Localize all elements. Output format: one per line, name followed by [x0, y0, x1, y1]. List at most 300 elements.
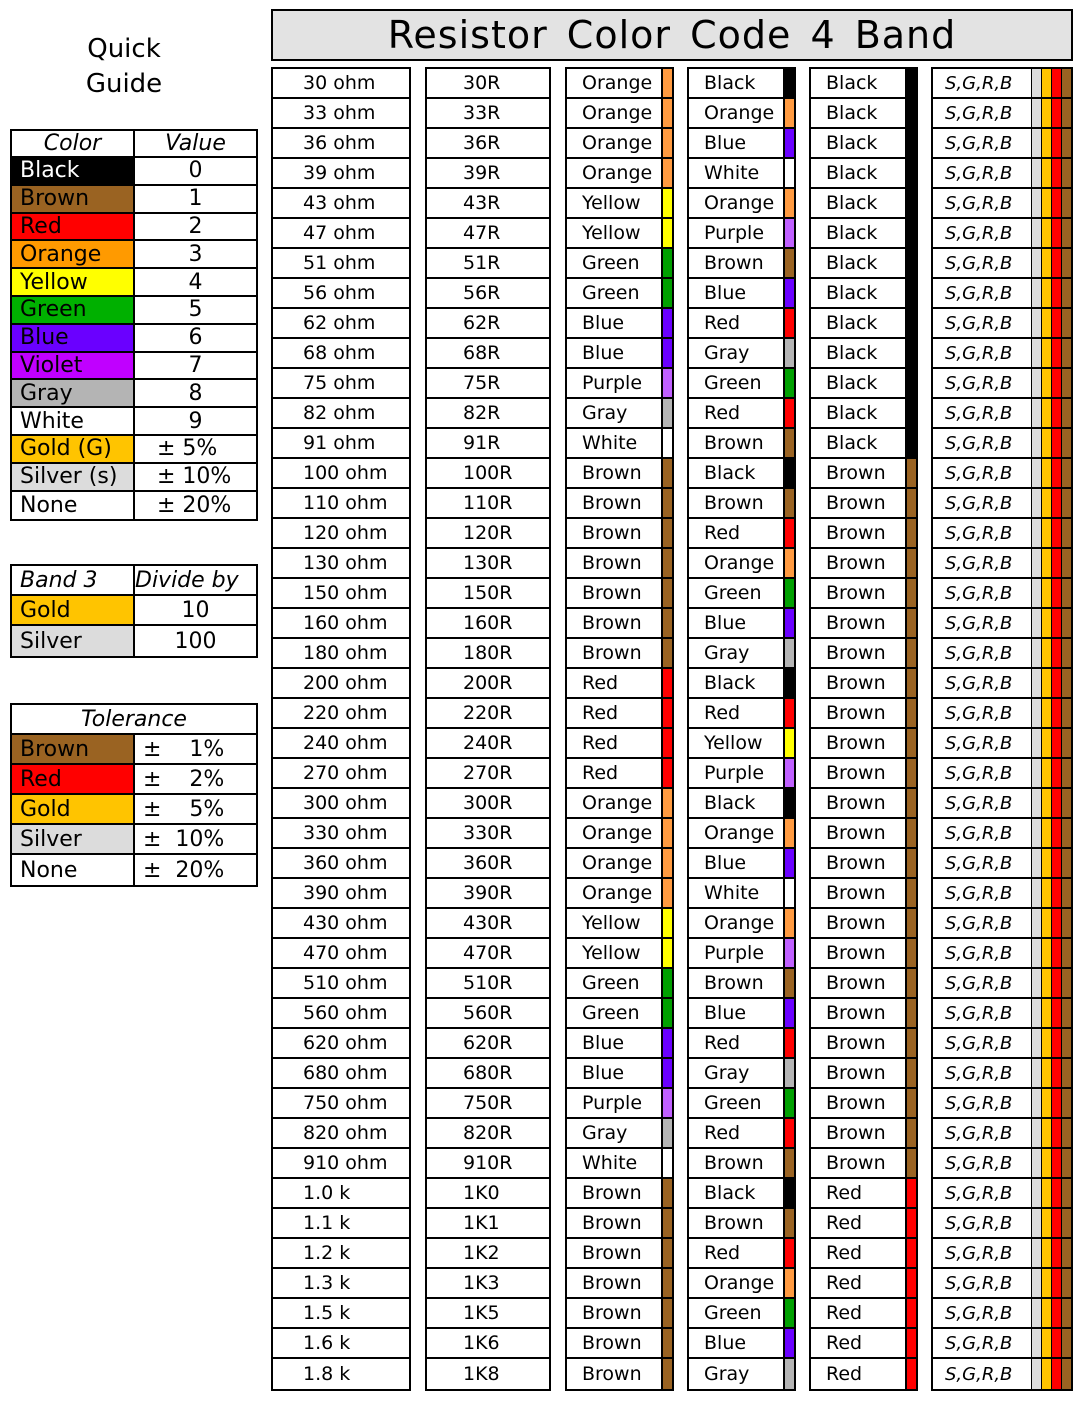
tolerance-stripe [1031, 939, 1041, 967]
resistance-cell [273, 1059, 409, 1089]
band2-color-name: Blue [704, 282, 747, 304]
resistor-code: 430R [463, 912, 513, 934]
band2-swatch [783, 489, 794, 517]
resistance-value: 1.3 k [303, 1272, 351, 1294]
band3-color-name: Brown [826, 732, 886, 754]
band1-swatch [661, 669, 672, 697]
tolerance-stripe [1051, 789, 1061, 817]
tolerance-stripe [1041, 459, 1051, 487]
tolerance-stripe [1051, 459, 1061, 487]
tolerance-options-cell [933, 489, 1071, 519]
band1-color-name: Orange [582, 822, 653, 844]
tolerance-stripe [1061, 189, 1071, 217]
band2-cell [689, 99, 794, 129]
band1-cell [567, 1179, 672, 1209]
tolerance-stripe [1061, 999, 1071, 1027]
resistance-cell [273, 969, 409, 999]
band1-cell [567, 189, 672, 219]
tolerance-stripe [1031, 1269, 1041, 1297]
resistance-value: 150 ohm [303, 582, 388, 604]
band2-color-name: Brown [704, 432, 764, 454]
tolerance-stripe [1041, 1149, 1051, 1177]
band2-column [687, 67, 796, 1391]
resistor-code: 510R [463, 972, 513, 994]
resistance-cell [273, 399, 409, 429]
color-value-cell: ± 5% [157, 436, 218, 462]
tolerance-stripe [1041, 369, 1051, 397]
tolerance-stripe [1041, 1059, 1051, 1087]
tolerance-stripe [1041, 729, 1051, 757]
tolerance-stripe [1041, 309, 1051, 337]
band3-color-name: Black [826, 432, 878, 454]
tolerance-stripe [1041, 339, 1051, 367]
resistance-value: 560 ohm [303, 1002, 388, 1024]
band1-color-name: Brown [582, 1212, 642, 1234]
band3-swatch [905, 69, 916, 97]
code-cell [427, 699, 549, 729]
band1-color-name: Orange [582, 882, 653, 904]
band1-cell [567, 999, 672, 1029]
tolerance-stripe [1051, 69, 1061, 97]
resistor-code: 1K6 [463, 1332, 500, 1354]
band3-color-name: Brown [826, 762, 886, 784]
band1-cell [567, 1239, 672, 1269]
band3-cell [811, 1299, 916, 1329]
value-header: Value [165, 131, 226, 156]
resistance-value: 1.0 k [303, 1182, 351, 1204]
resistor-code: 200R [463, 672, 513, 694]
resistor-code: 30R [463, 72, 501, 94]
band1-color-name: Brown [582, 1363, 642, 1385]
band2-color-name: Orange [704, 912, 775, 934]
band3-swatch [905, 129, 916, 157]
tolerance-options-label: S,G,R,B [945, 432, 1013, 454]
color-value-cell: 4 [188, 269, 203, 295]
tolerance-options-cell [933, 1119, 1071, 1149]
band3-cell [811, 399, 916, 429]
band2-swatch [783, 969, 794, 997]
divide-row [12, 626, 256, 656]
resistor-code: 82R [463, 402, 501, 424]
band3-color-name: Brown [826, 882, 886, 904]
tolerance-options-cell [933, 459, 1071, 489]
tolerance-row [12, 795, 256, 825]
tolerance-stripe [1031, 759, 1041, 787]
tolerance-color-cell: None [12, 855, 135, 885]
tolerance-stripe [1051, 759, 1061, 787]
resistance-cell [273, 699, 409, 729]
band1-swatch [661, 99, 672, 127]
tolerance-row [12, 765, 256, 795]
band3-color-name: Brown [826, 552, 886, 574]
code-cell [427, 999, 549, 1029]
resistance-cell [273, 1119, 409, 1149]
band3-cell [811, 489, 916, 519]
band1-swatch [661, 309, 672, 337]
band2-color-name: Orange [704, 552, 775, 574]
band2-cell [689, 189, 794, 219]
band3-swatch [905, 1149, 916, 1177]
band1-color-name: Yellow [582, 942, 641, 964]
band3-cell [811, 879, 916, 909]
color-value-cell: ± 20% [157, 492, 232, 518]
resistance-value: 91 ohm [303, 432, 376, 454]
resistance-cell [273, 999, 409, 1029]
divide-header [12, 566, 256, 596]
band3-swatch [905, 879, 916, 907]
band1-color-name: Gray [582, 402, 628, 424]
band2-swatch [783, 1149, 794, 1177]
band2-cell [689, 879, 794, 909]
tolerance-stripe [1061, 729, 1071, 757]
tolerance-stripe [1061, 1029, 1071, 1057]
color-name-cell: Silver (s) [12, 464, 135, 490]
band3-header: Band 3 [12, 566, 135, 594]
tolerance-stripe [1041, 429, 1051, 457]
band3-swatch [905, 1329, 916, 1357]
band1-color-name: Blue [582, 1032, 625, 1054]
tolerance-stripe [1061, 1209, 1071, 1237]
tolerance-stripe [1041, 819, 1051, 847]
tolerance-stripe [1051, 1209, 1061, 1237]
band3-swatch [905, 219, 916, 247]
band3-color-name: Black [826, 132, 878, 154]
resistance-value: 1.5 k [303, 1302, 351, 1324]
resistance-value: 750 ohm [303, 1092, 388, 1114]
band3-color-name: Red [826, 1363, 863, 1385]
tolerance-options-cell [933, 579, 1071, 609]
tolerance-stripe [1061, 699, 1071, 727]
tolerance-stripe [1031, 399, 1041, 427]
band2-swatch [783, 1329, 794, 1357]
band1-swatch [661, 489, 672, 517]
band3-color-name: Brown [826, 942, 886, 964]
tolerance-stripe [1061, 279, 1071, 307]
resistance-cell [273, 1179, 409, 1209]
color-value-row [12, 297, 256, 325]
band1-swatch [661, 969, 672, 997]
tolerance-options-label: S,G,R,B [945, 1032, 1013, 1054]
color-value-cell: 9 [188, 408, 203, 434]
tolerance-stripe [1061, 789, 1071, 817]
tolerance-value-cell: ± 5% [143, 796, 225, 822]
tolerance-stripe [1031, 999, 1041, 1027]
tolerance-options-cell [933, 99, 1071, 129]
band3-cell [811, 459, 916, 489]
tolerance-options-cell [933, 189, 1071, 219]
code-cell [427, 1329, 549, 1359]
tolerance-stripe [1051, 669, 1061, 697]
band3-color-name: Brown [826, 1152, 886, 1174]
tolerance-stripe [1031, 609, 1041, 637]
tolerance-stripe [1051, 129, 1061, 157]
tolerance-value-cell: ± 2% [143, 766, 225, 792]
band1-swatch [661, 189, 672, 217]
band2-color-name: Purple [704, 942, 765, 964]
tolerance-row [12, 825, 256, 855]
band3-color-name: Black [826, 102, 878, 124]
band1-cell [567, 729, 672, 759]
band1-cell [567, 849, 672, 879]
band3-cell [811, 729, 916, 759]
color-value-row [12, 436, 256, 464]
band3-cell [811, 939, 916, 969]
band1-swatch [661, 699, 672, 727]
band3-color-name: Brown [826, 522, 886, 544]
tolerance-options-cell [933, 969, 1071, 999]
band2-swatch [783, 159, 794, 187]
tolerance-stripe [1061, 669, 1071, 697]
band2-color-name: Green [704, 1302, 762, 1324]
tolerance-options-cell [933, 399, 1071, 429]
tolerance-stripe [1031, 969, 1041, 997]
band1-cell [567, 309, 672, 339]
band2-color-name: Red [704, 702, 741, 724]
band2-swatch [783, 429, 794, 457]
band3-cell [811, 1209, 916, 1239]
color-value-cell: 2 [188, 213, 203, 239]
band2-cell [689, 369, 794, 399]
band2-color-name: Blue [704, 1332, 747, 1354]
band2-swatch [783, 699, 794, 727]
resistor-code: 1K0 [463, 1182, 500, 1204]
code-cell [427, 1149, 549, 1179]
divide-color-cell: Silver [12, 626, 135, 656]
tolerance-options-label: S,G,R,B [945, 1122, 1013, 1144]
band2-swatch [783, 879, 794, 907]
tolerance-options-label: S,G,R,B [945, 1272, 1013, 1294]
tolerance-options-label: S,G,R,B [945, 792, 1013, 814]
tolerance-options-label: S,G,R,B [945, 462, 1013, 484]
tolerance-stripe [1051, 639, 1061, 667]
band2-color-name: Gray [704, 1363, 750, 1385]
resistance-cell [273, 729, 409, 759]
band1-cell [567, 69, 672, 99]
resistance-cell [273, 159, 409, 189]
resistance-cell [273, 339, 409, 369]
tolerance-stripe [1061, 609, 1071, 637]
tolerance-options-label: S,G,R,B [945, 762, 1013, 784]
band3-cell [811, 699, 916, 729]
tolerance-stripe [1031, 819, 1041, 847]
band1-swatch [661, 339, 672, 367]
resistor-code: 39R [463, 162, 501, 184]
tolerance-options-label: S,G,R,B [945, 1002, 1013, 1024]
code-cell [427, 279, 549, 309]
band3-color-name: Black [826, 72, 878, 94]
tolerance-options-label: S,G,R,B [945, 72, 1013, 94]
tolerance-stripe [1031, 129, 1041, 157]
band1-cell [567, 489, 672, 519]
band1-color-name: Brown [582, 642, 642, 664]
resistance-value: 43 ohm [303, 192, 376, 214]
code-cell [427, 969, 549, 999]
tolerance-options-label: S,G,R,B [945, 1152, 1013, 1174]
band1-cell [567, 1209, 672, 1239]
band3-color-name: Black [826, 312, 878, 334]
band2-cell [689, 669, 794, 699]
band1-cell [567, 399, 672, 429]
tolerance-options-label: S,G,R,B [945, 642, 1013, 664]
resistance-cell [273, 189, 409, 219]
code-cell [427, 1359, 549, 1389]
band2-swatch [783, 789, 794, 817]
resistance-cell [273, 1269, 409, 1299]
band1-color-name: Orange [582, 792, 653, 814]
resistor-code: 330R [463, 822, 513, 844]
tolerance-stripe [1031, 1209, 1041, 1237]
resistance-cell [273, 909, 409, 939]
tolerance-stripe [1031, 459, 1041, 487]
band3-color-name: Brown [826, 642, 886, 664]
band1-color-name: Brown [582, 462, 642, 484]
tolerance-options-label: S,G,R,B [945, 1062, 1013, 1084]
tolerance-stripe [1041, 1029, 1051, 1057]
band1-cell [567, 1299, 672, 1329]
band1-cell [567, 609, 672, 639]
tolerance-stripe [1051, 1089, 1061, 1117]
band1-color-name: Red [582, 702, 619, 724]
resistance-cell [273, 129, 409, 159]
band2-color-name: Black [704, 672, 756, 694]
tolerance-stripe [1031, 99, 1041, 127]
color-name-cell: Green [12, 297, 135, 323]
code-cell [427, 309, 549, 339]
band2-cell [689, 219, 794, 249]
tolerance-stripe [1051, 549, 1061, 577]
band3-color-name: Brown [826, 462, 886, 484]
band2-cell [689, 1119, 794, 1149]
resistance-value: 910 ohm [303, 1152, 388, 1174]
tolerance-value-cell: ± 1% [143, 736, 225, 762]
code-cell [427, 579, 549, 609]
tolerance-stripe [1041, 249, 1051, 277]
tolerance-stripe [1031, 849, 1041, 877]
tolerance-stripe [1041, 1299, 1051, 1327]
tolerance-stripe [1041, 939, 1051, 967]
resistor-code: 180R [463, 642, 513, 664]
band1-cell [567, 429, 672, 459]
band1-color-name: Brown [582, 1332, 642, 1354]
band1-color-name: White [582, 432, 638, 454]
resistor-code: 1K2 [463, 1242, 500, 1264]
divide-by-header: Divide by [135, 567, 239, 593]
band3-cell [811, 519, 916, 549]
color-value-header [12, 131, 256, 158]
tolerance-color-cell: Red [12, 765, 135, 793]
band2-color-name: Brown [704, 972, 764, 994]
band3-cell [811, 1089, 916, 1119]
band1-swatch [661, 1359, 672, 1389]
band1-swatch [661, 729, 672, 757]
band1-color-name: Gray [582, 1122, 628, 1144]
tolerance-stripe [1051, 1239, 1061, 1267]
band3-swatch [905, 159, 916, 187]
band2-swatch [783, 129, 794, 157]
tolerance-stripe [1031, 309, 1041, 337]
band2-cell [689, 309, 794, 339]
band1-color-name: Green [582, 282, 640, 304]
resistance-value: 220 ohm [303, 702, 388, 724]
code-cell [427, 399, 549, 429]
resistance-value: 100 ohm [303, 462, 388, 484]
code-cell [427, 249, 549, 279]
band2-swatch [783, 69, 794, 97]
band1-color-name: Brown [582, 612, 642, 634]
tolerance-stripe [1061, 879, 1071, 907]
band1-color-name: Blue [582, 312, 625, 334]
band1-cell [567, 819, 672, 849]
tolerance-stripe [1051, 1119, 1061, 1147]
resistance-cell [273, 219, 409, 249]
tolerance-stripe [1051, 849, 1061, 877]
tolerance-stripe [1031, 339, 1041, 367]
band2-swatch [783, 1269, 794, 1297]
resistor-code: 240R [463, 732, 513, 754]
tolerance-stripe [1041, 789, 1051, 817]
band3-cell [811, 549, 916, 579]
band2-color-name: Black [704, 1182, 756, 1204]
resistor-code: 56R [463, 282, 501, 304]
tolerance-options-cell [933, 699, 1071, 729]
code-cell [427, 99, 549, 129]
tolerance-options-label: S,G,R,B [945, 222, 1013, 244]
tolerance-stripe [1041, 1209, 1051, 1237]
band2-swatch [783, 759, 794, 787]
tolerance-value-cell: ± 10% [143, 826, 225, 852]
resistance-column [271, 67, 411, 1391]
tolerance-stripe [1061, 159, 1071, 187]
band1-swatch [661, 1059, 672, 1087]
resistance-value: 270 ohm [303, 762, 388, 784]
band3-swatch [905, 489, 916, 517]
tolerance-stripe [1031, 369, 1041, 397]
resistance-cell [273, 669, 409, 699]
tolerance-options-cell [933, 339, 1071, 369]
band2-cell [689, 969, 794, 999]
band2-swatch [783, 1029, 794, 1057]
tolerance-row [12, 735, 256, 765]
band2-swatch [783, 579, 794, 607]
band3-color-name: Red [826, 1302, 863, 1324]
band2-cell [689, 1089, 794, 1119]
resistance-cell [273, 1359, 409, 1389]
band1-cell [567, 669, 672, 699]
code-cell [427, 1119, 549, 1149]
tolerance-stripe [1041, 849, 1051, 877]
resistance-value: 130 ohm [303, 552, 388, 574]
tolerance-stripe [1061, 639, 1071, 667]
band1-color-name: Blue [582, 342, 625, 364]
band2-swatch [783, 639, 794, 667]
resistance-value: 62 ohm [303, 312, 376, 334]
band3-column [809, 67, 918, 1391]
band1-color-name: Red [582, 672, 619, 694]
tolerance-options-cell [933, 1089, 1071, 1119]
resistance-cell [273, 819, 409, 849]
band3-cell [811, 1269, 916, 1299]
band3-cell [811, 219, 916, 249]
code-cell [427, 1059, 549, 1089]
band3-color-name: Brown [826, 672, 886, 694]
tolerance-row [12, 855, 256, 885]
tolerance-stripe [1051, 1299, 1061, 1327]
code-cell [427, 159, 549, 189]
band3-color-name: Brown [826, 1032, 886, 1054]
band3-color-name: Black [826, 162, 878, 184]
band1-swatch [661, 759, 672, 787]
band1-color-name: White [582, 1152, 638, 1174]
